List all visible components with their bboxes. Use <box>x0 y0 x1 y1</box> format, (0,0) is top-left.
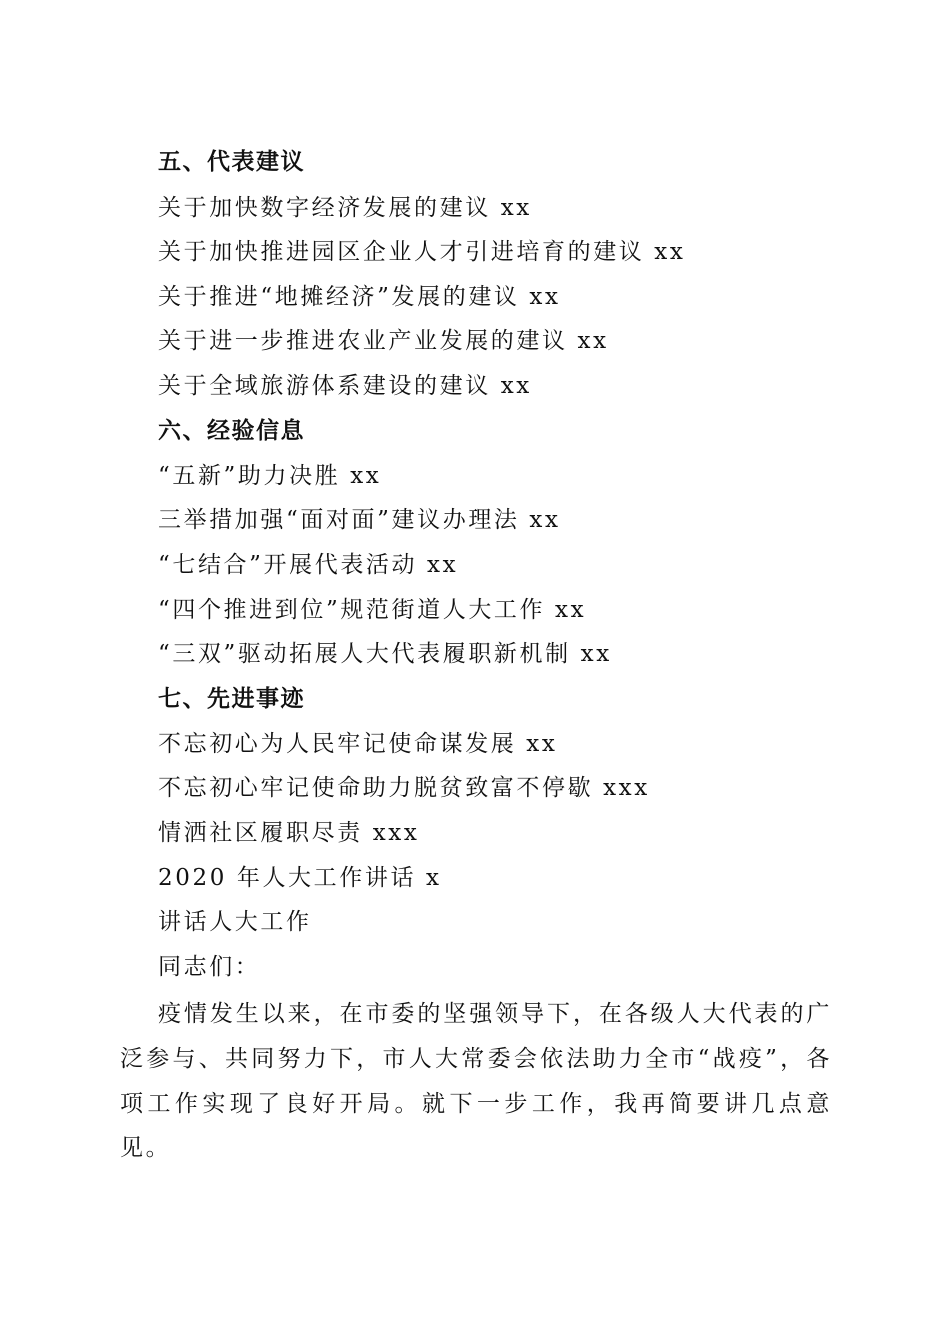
section-heading-advanced-deeds: 七、先进事迹 <box>158 686 305 712</box>
section-heading-experience-info: 六、经验信息 <box>158 418 305 444</box>
speech-paragraph: 疫情发生以来，在市委的坚强领导下，在各级人大代表的广泛参与、共同努力下，市人大常委会依法助力全市“战疫”，各项工作实现了良好开局。就下一步工作，我再简要讲几点意见。 <box>120 1001 832 1162</box>
list-item: “七结合”开展代表活动 xx <box>158 552 459 578</box>
list-item: “三双”驱动拓展人大代表履职新机制 xx <box>158 641 612 667</box>
list-item: “四个推进到位”规范街道人大工作 xx <box>158 597 587 623</box>
list-item: 三举措加强“面对面”建议办理法 xx <box>158 507 561 533</box>
list-item: 关于推进“地摊经济”发展的建议 xx <box>158 284 561 310</box>
salutation: 同志们： <box>158 954 261 980</box>
list-item: 关于全域旅游体系建设的建议 xx <box>158 373 532 399</box>
list-item: 关于加快数字经济发展的建议 xx <box>158 195 532 221</box>
list-item: 关于加快推进园区企业人才引进培育的建议 xx <box>158 239 686 265</box>
list-item: 情洒社区履职尽责 xxx <box>158 820 420 846</box>
list-item: 不忘初心为人民牢记使命谋发展 xx <box>158 731 558 757</box>
list-item: 不忘初心牢记使命助力脱贫致富不停歇 xxx <box>158 775 650 801</box>
list-item: “五新”助力决胜 xx <box>158 463 382 489</box>
speech-subtitle: 讲话人大工作 <box>158 909 312 935</box>
section-heading-representative-suggestions: 五、代表建议 <box>158 149 305 175</box>
list-item: 关于进一步推进农业产业发展的建议 xx <box>158 328 609 354</box>
speech-title: 2020 年人大工作讲话 x <box>158 865 442 891</box>
